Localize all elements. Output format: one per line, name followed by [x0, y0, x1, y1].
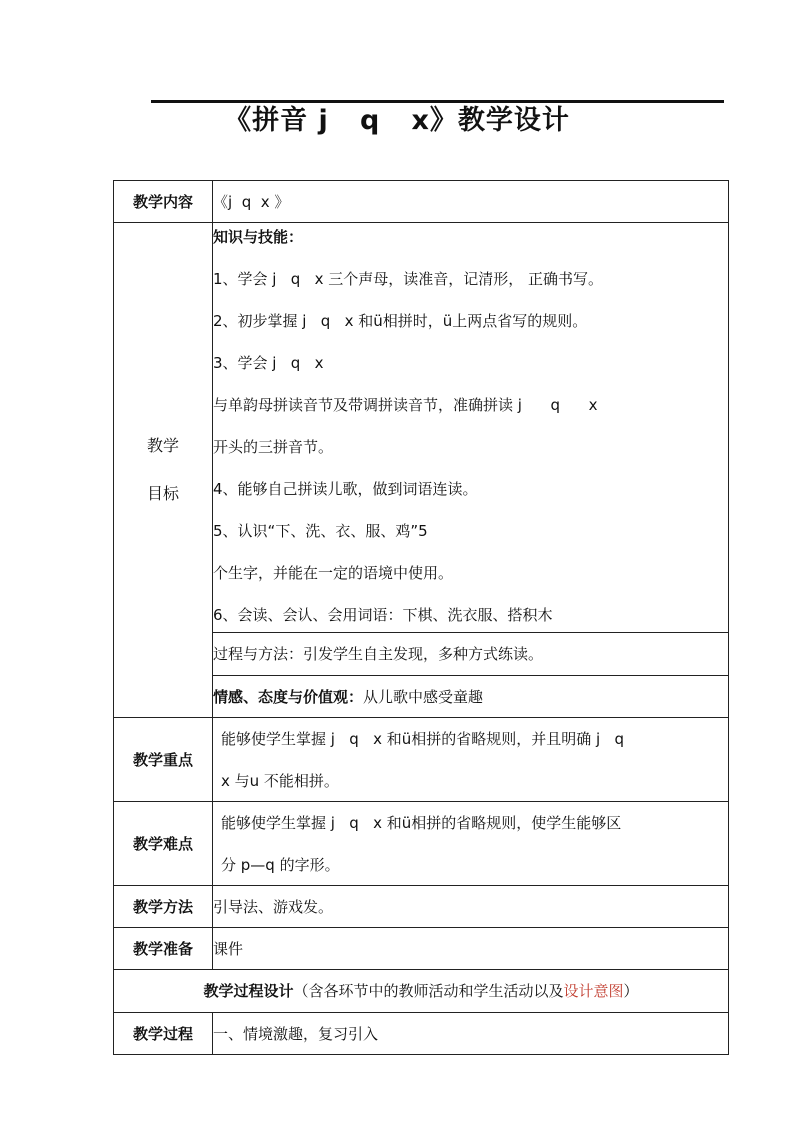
row-design-header	[114, 970, 729, 1013]
design-intent-text: 设计意图	[563, 982, 624, 1000]
goal-item: 2、初步掌握 j q x 和ü相拼时，ü上两点省写的规则。	[213, 311, 588, 330]
row-difficulties	[114, 802, 729, 886]
key-points-cell	[213, 718, 729, 802]
emotion-lead: 情感、态度与价值观：	[213, 687, 364, 706]
value-content: 《j q x 》	[213, 181, 729, 223]
design-header-cell	[114, 970, 729, 1013]
process-method-text: 过程与方法：引发学生自主发现，多种方式练读。	[213, 633, 729, 676]
goal-item: 与单韵母拼读音节及带调拼读音节，准确拼读 j q x	[213, 395, 598, 414]
difficulties-line2: 分 p—q 的字形。	[221, 856, 340, 874]
value-prep: 课件	[213, 928, 729, 970]
label-content: 教学内容	[114, 181, 213, 223]
lesson-plan-table	[113, 180, 729, 1055]
difficulties-line1: 能够使学生掌握 j q x 和ü相拼的省略规则，使学生能够区	[221, 814, 622, 832]
goal-item: 4、能够自己拼读儿歌，做到词语连读。	[213, 479, 478, 498]
emotion-text: 从儿歌中感受童趣	[363, 687, 484, 706]
design-header-end: ）	[623, 982, 639, 1000]
value-method: 引导法、游戏发。	[213, 886, 729, 928]
row-key-points	[114, 718, 729, 802]
label-prep: 教学准备	[114, 928, 213, 970]
design-header-bold: 教学过程设计	[203, 982, 294, 1000]
row-goals	[114, 223, 729, 633]
label-difficulties: 教学难点	[114, 802, 213, 886]
row-content	[114, 181, 729, 223]
goal-item: 6、会读、会认、会用词语：下棋、洗衣服、搭积木	[213, 605, 553, 624]
process-step-1: 一、情境激趣，复习引入	[213, 1013, 729, 1055]
goal-item: 个生字，并能在一定的语境中使用。	[213, 563, 454, 582]
label-key-points: 教学重点	[114, 718, 213, 802]
label-method: 教学方法	[114, 886, 213, 928]
row-process	[114, 1013, 729, 1055]
goal-item: 3、学会 j q x	[213, 353, 324, 372]
key-points-line2: x 与u 不能相拼。	[221, 772, 339, 790]
goal-item: 1、学会 j q x 三个声母，读准音，记清形， 正确书写。	[213, 269, 604, 288]
label-goals	[114, 223, 213, 718]
key-points-line1: 能够使学生掌握 j q x 和ü相拼的省略规则，并且明确 j q	[221, 730, 624, 748]
document-title: 《拼音 j q x》教学设计	[224, 105, 570, 136]
label-goals-line1: 教学	[146, 436, 179, 455]
difficulties-cell	[213, 802, 729, 886]
row-prep	[114, 928, 729, 970]
goals-knowledge-cell	[213, 223, 729, 633]
design-header-normal: （含各环节中的教师活动和学生活动以及	[293, 982, 564, 1000]
row-method	[114, 886, 729, 928]
emotion-cell	[213, 676, 729, 718]
goal-item: 5、认识“下、洗、衣、服、鸡”5	[213, 521, 428, 540]
goal-item: 开头的三拼音节。	[213, 437, 334, 456]
label-process: 教学过程	[114, 1013, 213, 1055]
label-goals-line2: 目标	[146, 484, 179, 503]
knowledge-heading: 知识与技能：	[213, 227, 304, 246]
